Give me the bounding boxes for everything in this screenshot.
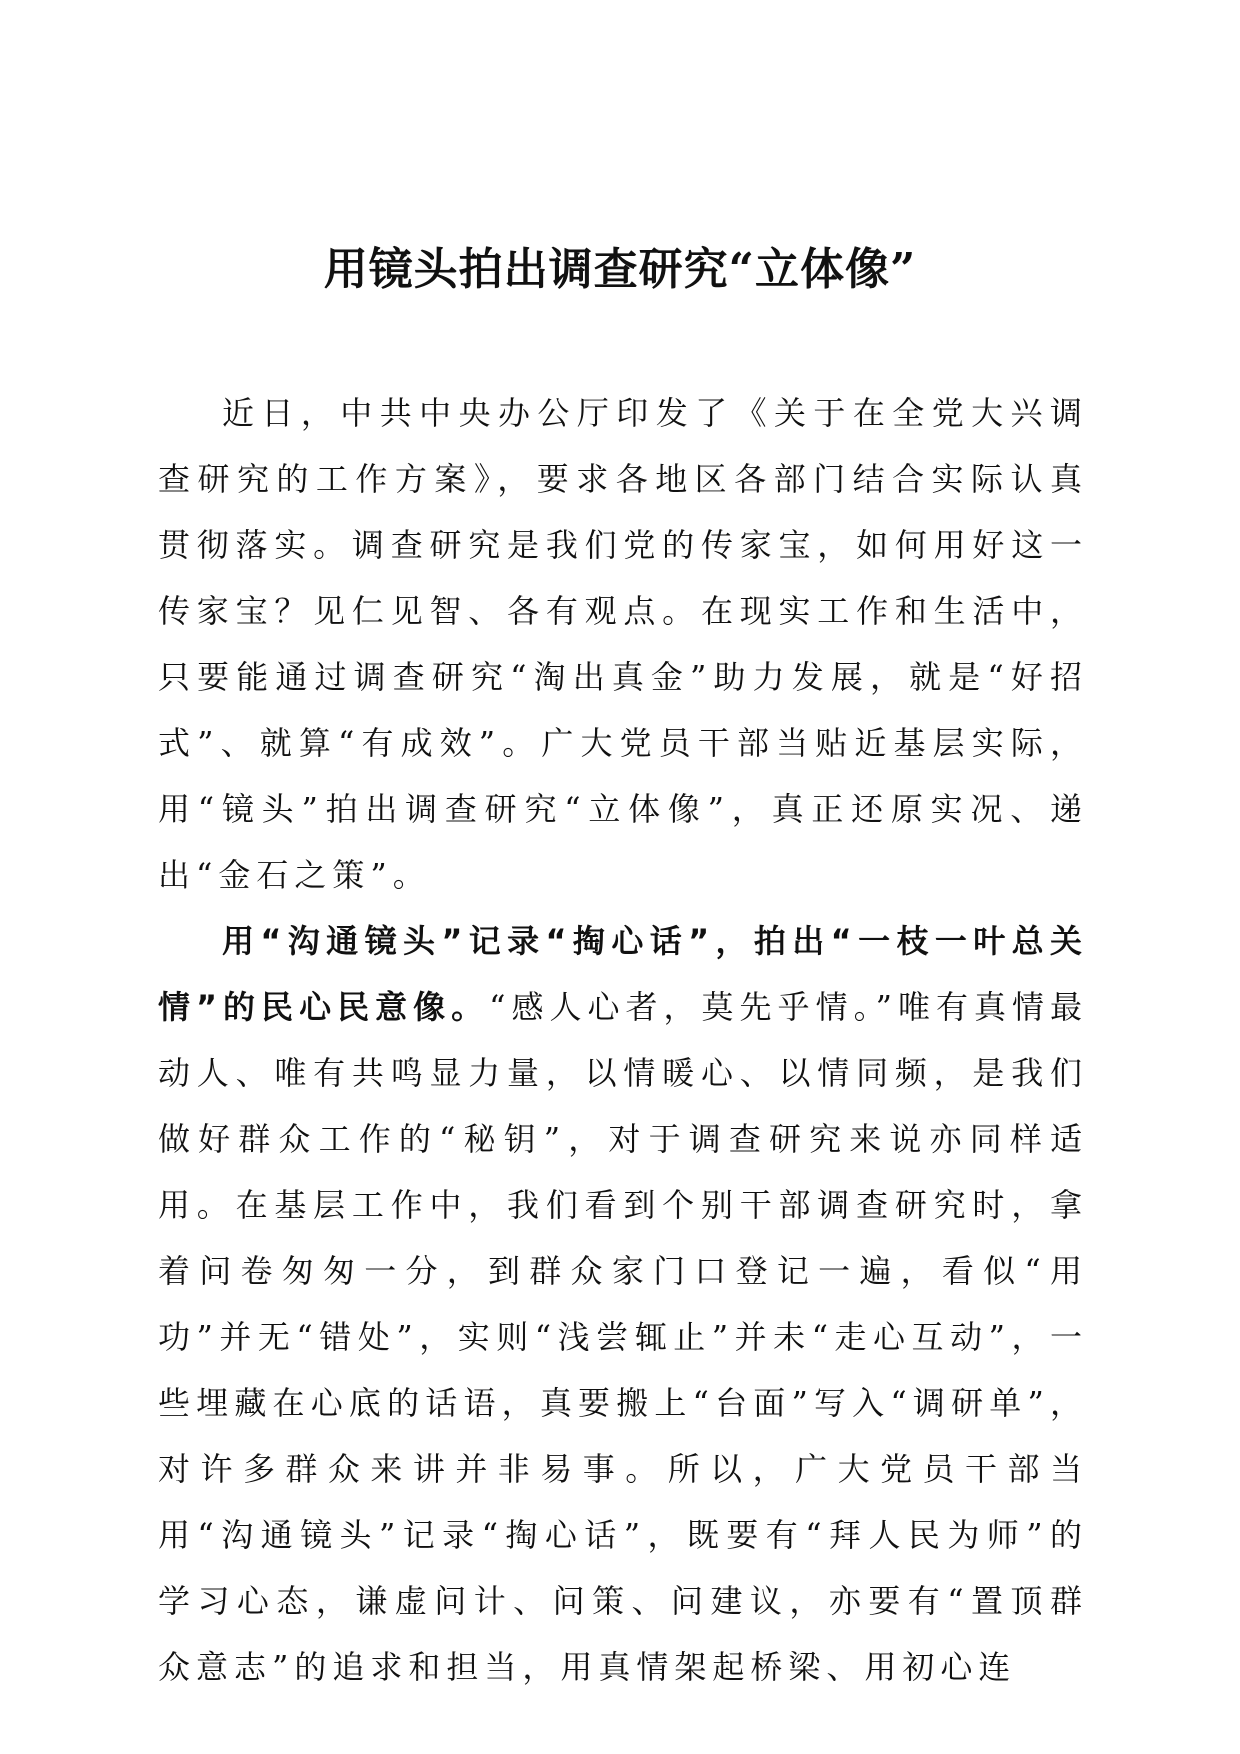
paragraph-1 — [158, 380, 1088, 908]
document-title: 用镜头拍出调查研究“立体像” — [323, 244, 917, 295]
paragraph-2-lead-sentence: 用“沟通镜头”记录“掏心话”，拍出“一枝一叶总关情”的民心民意像。 — [158, 922, 1088, 1026]
paragraph-1-text: 近日，中共中央办公厅印发了《关于在全党大兴调查研究的工作方案》，要求各地区各部门结合实际认真贯彻落实。调查研究是我们党的传家宝，如何用好这一传家宝？见仁见智、各有观点。在现实工作和生活中，只要能通过调查研究“淘出真金”助力发展，就是“好招式”、就算“有成效”。广大党员干部当贴近基层实际，用“镜头”拍出调查研究“立体像”，真正还原实况、递出“金石之策”。 — [158, 394, 1088, 894]
paragraph-2 — [158, 908, 1088, 1700]
document-body — [158, 380, 1088, 1700]
paragraph-2-text: “感人心者，莫先乎情。”唯有真情最动人、唯有共鸣显力量，以情暖心、以情同频，是我们做好群众工作的“秘钥”，对于调查研究来说亦同样适用。在基层工作中，我们看到个别干部调查研究时，拿着问卷匆匆一分，到群众家门口登记一遍，看似“用功”并无“错处”，实则“浅尝辄止”并未“走心互动”，一些埋藏在心底的话语，真要搬上“台面”写入“调研单”，对许多群众来讲并非易事。所以，广大党员干部当用“沟通镜头”记录“掏心话”，既要有“拜人民为师”的学习心态，谦虚问计、问策、问建议，亦要有“置顶群众意志”的追求和担当，用真情架起桥梁、用初心连 — [158, 988, 1088, 1686]
